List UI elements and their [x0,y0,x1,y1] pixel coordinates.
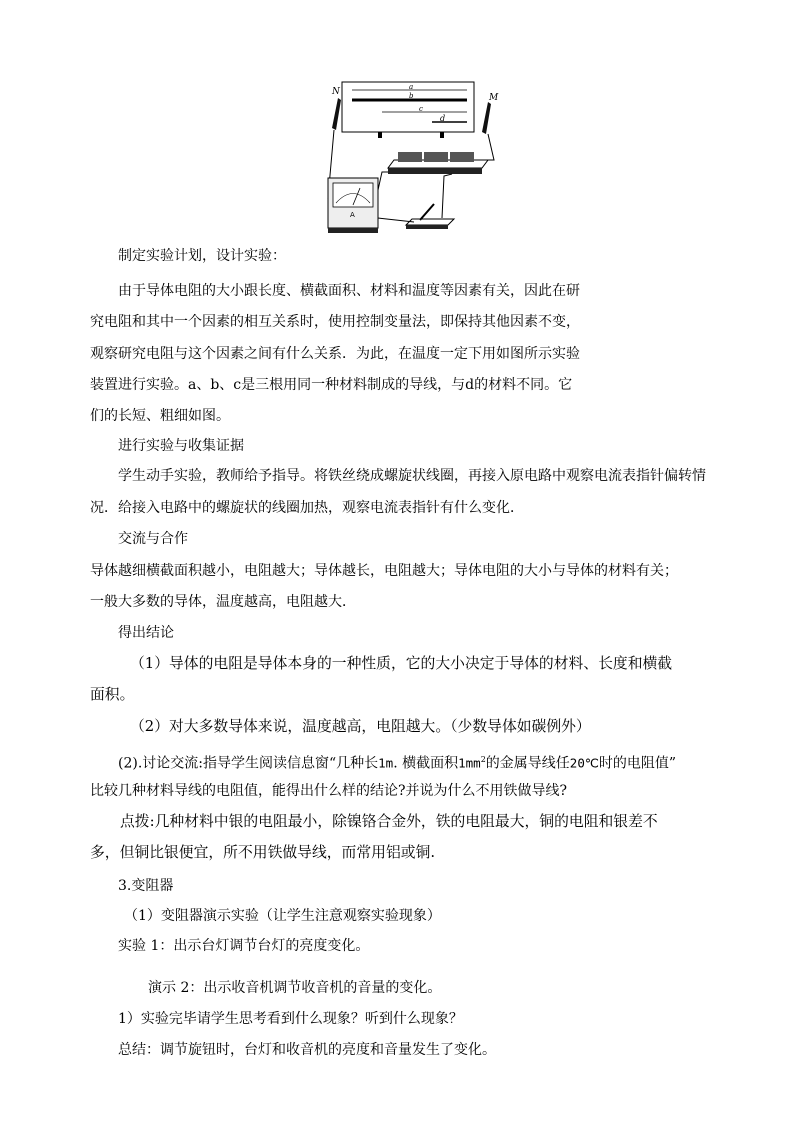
experiment-1: 实验 1：出示台灯调节台灯的亮度变化。 [118,938,370,954]
text-line-4: 观察研究电阻与这个因素之间有什么关系．为此，在温度一定下用如图所示实验 [90,346,580,362]
ammeter-icon [328,178,378,233]
wire-b-label: b [409,92,414,100]
text-line-8: 学生动手实验，教师给予指导。将铁丝绕成螺旋状线圈，再接入原电路中观察电流表指针偏转情 [118,468,706,484]
clip-m-label: M [489,93,499,103]
demo-2: 演示 2：出示收音机调节收音机的音量的变化。 [148,980,442,996]
area-value: 1mm [458,755,481,771]
clip-n-label: N [332,87,340,97]
text-line-5: 装置进行实验。a、b、c是三根用同一种材料制成的导线，与d的材料不同。它 [90,377,573,393]
section-heading-rheostat: 3.变阻器 [118,878,174,894]
switch-icon [406,204,454,229]
board-icon [342,82,474,138]
wire-c-label: c [419,105,423,113]
text-line-6: 们的长短、粗细如图。 [90,408,230,424]
text-line-3: 究电阻和其中一个因素的相互关系时，使用控制变量法，即保持其他因素不变， [90,314,580,330]
text-line-1: 制定实验计划，设计实验： [118,248,286,264]
conclusion-2: （2）对大多数导体来说，温度越高，电阻越大。（少数导体如碳例外） [130,718,591,735]
discussion-line [118,751,676,773]
section-heading-discussion: 交流与合作 [118,531,188,547]
discussion-suffix: 时的电阻值” [598,755,677,772]
question-line: 1）实验完毕请学生思考看到什么现象？听到什么现象？ [118,1011,463,1027]
ammeter-label: A [350,211,355,219]
section-heading-conclusion: 得出结论 [118,625,174,641]
text-line-2: 由于导体电阻的大小跟长度、横截面积、材料和温度等因素有关，因此在研 [118,283,580,299]
conclusion-1: （1）导体的电阻是导体本身的一种性质，它的大小决定于导体的材料、长度和横截 [130,655,673,672]
hint-line-cont: 多，但铜比银便宜，所不用铁做导线，而常用铝或铜. [90,844,436,861]
discussion-after: 的金属导线任 [485,755,570,772]
text-line-17: 比较几种材料导线的电阻值，能得出什么样的结论?并说为什么不用铁做导线? [90,783,568,799]
discussion-mid: . 横截面积 [393,755,459,772]
text-line-12: 一般大多数的导体，温度越高，电阻越大． [90,594,356,610]
wire-d-label: d [440,114,446,123]
summary-line: 总结：调节旋钮时，台灯和收音机的亮度和音量发生了变化。 [118,1042,496,1058]
conclusion-1-cont: 面积。 [90,686,135,703]
battery-icon [388,152,488,174]
discussion-prefix: (2).讨论交流:指导学生阅读信息窗“几种长 [118,755,379,772]
text-line-9: 况．给接入电路中的螺旋状的线圈加热，观察电流表指针有什么变化． [90,500,524,516]
hint-line: 点拨:几种材料中银的电阻最小，除镍铬合金外，铁的电阻最大，铜的电阻和银差不 [120,813,658,830]
rheostat-demo: （1）变阻器演示实验（让学生注意观察实验现象） [124,908,441,924]
wire-a-label: a [409,83,414,91]
temperature-value: 20℃ [569,755,599,771]
length-value: 1m [378,755,394,771]
text-line-11: 导体越细横截面积越小，电阻越大；导体越长，电阻越大；导体电阻的大小与导体的材料有关； [90,563,678,579]
experiment-apparatus-figure [322,80,500,235]
section-heading-experiment: 进行实验与收集证据 [118,438,244,454]
area-exponent: 2 [480,755,486,764]
